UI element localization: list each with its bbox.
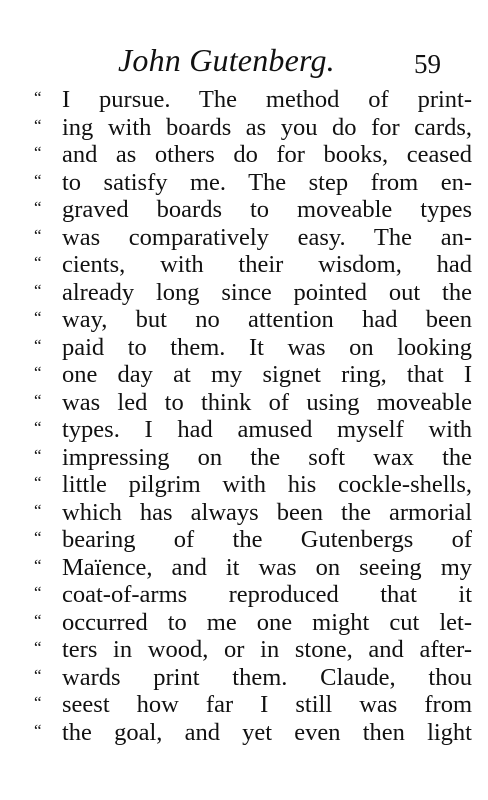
quotation-mark: “	[34, 610, 41, 630]
text-line	[34, 86, 472, 114]
quotation-mark: “	[34, 308, 41, 327]
line-text: graved boards to moveable types	[62, 196, 472, 223]
quotation-mark: “	[34, 473, 41, 492]
line-text: paid to them. It was on looking	[62, 333, 472, 361]
line-text: types. I had amused myself with	[62, 416, 472, 443]
text-line	[34, 663, 472, 692]
quotation-mark: “	[34, 143, 41, 162]
text-line	[34, 636, 472, 664]
quotation-mark: “	[34, 170, 41, 190]
line-text: way, but no attention had been	[62, 306, 472, 333]
quotation-mark: “	[34, 418, 41, 437]
line-text: ters in wood, or in stone, and after-	[62, 636, 472, 663]
text-line	[34, 718, 472, 747]
text-line	[34, 361, 472, 389]
text-line	[34, 113, 472, 142]
quotation-mark: “	[34, 363, 41, 382]
line-text: was led to think of using moveable	[62, 388, 472, 416]
quotation-mark: “	[34, 555, 41, 575]
line-text: impressing on the soft wax the	[62, 443, 472, 471]
line-text: the goal, and yet even then light	[62, 718, 472, 746]
quotation-mark: “	[34, 335, 41, 355]
quotation-mark: “	[34, 390, 41, 410]
body-text	[34, 86, 472, 746]
running-title: John Gutenberg.	[118, 42, 335, 78]
line-text: ing with boards as you do for cards,	[62, 113, 472, 141]
quotation-mark: “	[34, 638, 41, 657]
line-text: already long since pointed out the	[62, 278, 472, 306]
page-number: 59	[414, 49, 441, 79]
quotation-mark: “	[34, 528, 41, 547]
line-text: occurred to me one might cut let-	[62, 608, 472, 636]
quotation-mark: “	[34, 88, 41, 107]
line-text: seest how far I still was from	[62, 691, 472, 718]
line-text: Maïence, and it was on seeing my	[62, 553, 472, 581]
running-head	[0, 40, 488, 80]
quotation-mark: “	[34, 583, 41, 602]
quotation-mark: “	[34, 253, 41, 272]
quotation-mark: “	[34, 198, 41, 217]
line-text: was comparatively easy. The an-	[62, 223, 472, 251]
line-text: one day at my signet ring, that I	[62, 361, 472, 388]
text-line	[34, 333, 472, 362]
text-line	[34, 581, 472, 609]
text-line	[34, 388, 472, 417]
text-line	[34, 278, 472, 307]
quotation-mark: “	[34, 720, 41, 740]
line-text: bearing of the Gutenbergs of	[62, 526, 472, 553]
text-line	[34, 251, 472, 279]
quotation-mark: “	[34, 665, 41, 685]
line-text: coat-of-arms reproduced that it	[62, 581, 472, 608]
quotation-mark: “	[34, 115, 41, 135]
line-text: to satisfy me. The step from en-	[62, 168, 472, 196]
text-line	[34, 141, 472, 169]
text-line	[34, 416, 472, 444]
text-line	[34, 526, 472, 554]
text-line	[34, 608, 472, 637]
text-line	[34, 306, 472, 334]
line-text: wards print them. Claude, thou	[62, 663, 472, 691]
quotation-mark: “	[34, 693, 41, 712]
line-text: which has always been the armorial	[62, 498, 472, 526]
quotation-mark: “	[34, 280, 41, 300]
text-line	[34, 168, 472, 197]
quotation-mark: “	[34, 225, 41, 245]
text-line	[34, 553, 472, 582]
text-line	[34, 223, 472, 252]
text-line	[34, 691, 472, 719]
text-line	[34, 498, 472, 527]
line-text: I pursue. The method of print-	[62, 86, 472, 113]
quotation-mark: “	[34, 500, 41, 520]
line-text: and as others do for books, ceased	[62, 141, 472, 168]
text-line	[34, 196, 472, 224]
quotation-mark: “	[34, 445, 41, 465]
line-text: little pilgrim with his cockle-shells,	[62, 471, 472, 498]
line-text: cients, with their wisdom, had	[62, 251, 472, 278]
text-line	[34, 471, 472, 499]
text-line	[34, 443, 472, 472]
